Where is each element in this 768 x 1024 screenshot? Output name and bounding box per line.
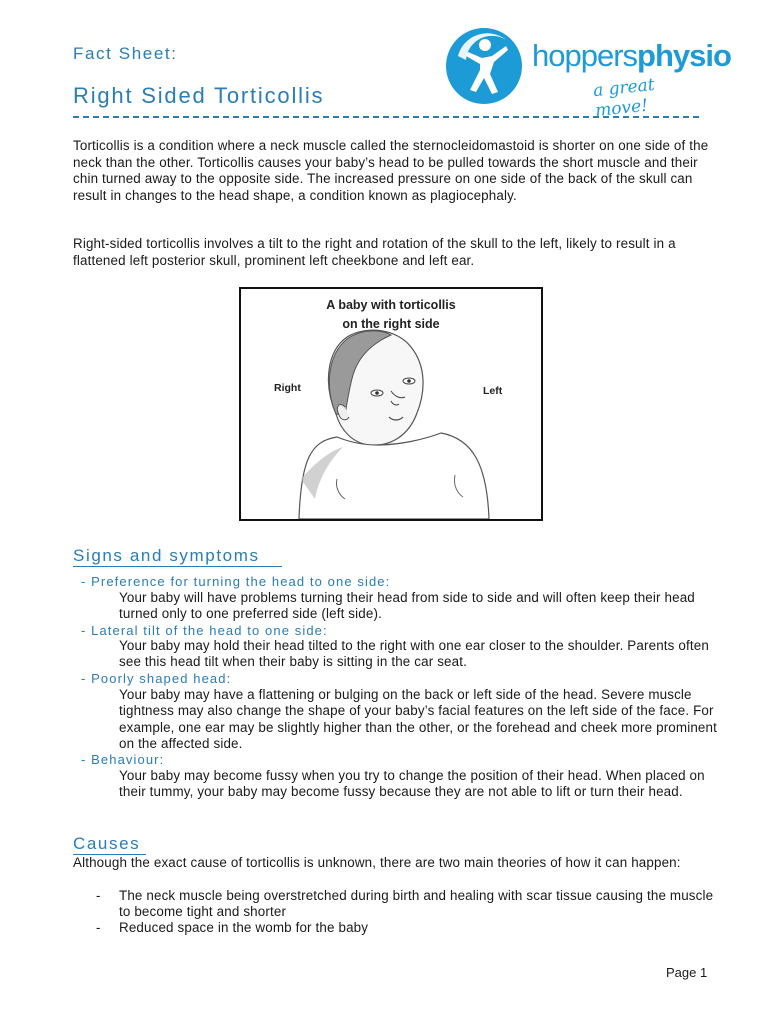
person-leaping-icon (444, 26, 524, 106)
list-item: The neck muscle being overstretched during birth and healing with scar tissue causing the muscle to become tight and shorter (119, 888, 714, 920)
fact-sheet-label: Fact Sheet: (73, 44, 178, 63)
intro-paragraph-1: Torticollis is a condition where a neck muscle called the sternocleidomastoid is shorter on one side of the neck than the other. Torticollis causes your baby’s head to be pulled towards the short muscle and their chin turned away to the opposite side. The increased pressure on one side of the back of the skull can result in changes to the head shape, a condition known as plagiocephaly. (73, 138, 709, 203)
logo-wordmark (532, 38, 731, 74)
baby-torticollis-figure (239, 287, 543, 521)
page-number: Page 1 (666, 965, 708, 980)
hoppersphysio-logo (444, 26, 731, 122)
symptom-body: Your baby may have a flattening or bulging on the back or left side of the head. Severe muscle tightness may also change the shape of your baby’s facial features on the left side of the face. For example, one ear may be slightly higher than the other, or the forehead and cheek more prominent on the affected side. (119, 687, 717, 751)
causes-intro: Although the exact cause of torticollis is unknown, there are two main theories of how it can happen: (73, 855, 681, 870)
symptom-heading: - Preference for turning the head to one side: (81, 574, 391, 589)
page-title: Right Sided Torticollis (73, 83, 325, 108)
figure-title-line-2: on the right side (342, 317, 440, 331)
logo-tagline: a great move! (592, 74, 656, 122)
figure-label-right: Right (274, 382, 301, 394)
list-item: Reduced space in the womb for the baby (119, 920, 369, 935)
symptom-heading: - Poorly shaped head: (81, 671, 232, 686)
figure-label-left: Left (483, 385, 503, 397)
logo-word-bold: physio (637, 38, 731, 73)
symptom-body: Your baby may become fussy when you try to change the position of their head. When placed on their tummy, your baby may become fussy because they are not able to lift or turn their head. (119, 768, 705, 800)
symptom-body: Your baby may hold their head tilted to the right with one ear closer to the shoulder. Parents often see this head tilt when their baby is sitting in the car seat. (119, 638, 709, 670)
signs-heading-underline (73, 566, 282, 567)
symptom-body: Your baby will have problems turning their head from side to side and will often keep their head turned only to one preferred side (left side). (119, 590, 695, 622)
symptom-heading: - Behaviour: (81, 752, 165, 767)
symptom-heading: - Lateral tilt of the head to one side: (81, 623, 328, 638)
logo-word-regular: hoppers (532, 38, 638, 73)
intro-paragraph-2: Right-sided torticollis involves a tilt to the right and rotation of the skull to the left, likely to result in a flattened left posterior skull, prominent left cheekbone and left ear. (73, 236, 676, 268)
figure-title-line-1: A baby with torticollis (326, 298, 456, 312)
list-bullet: - (96, 888, 101, 903)
causes-heading: Causes (73, 834, 141, 853)
list-bullet: - (96, 920, 101, 935)
signs-heading: Signs and symptoms (73, 546, 260, 565)
